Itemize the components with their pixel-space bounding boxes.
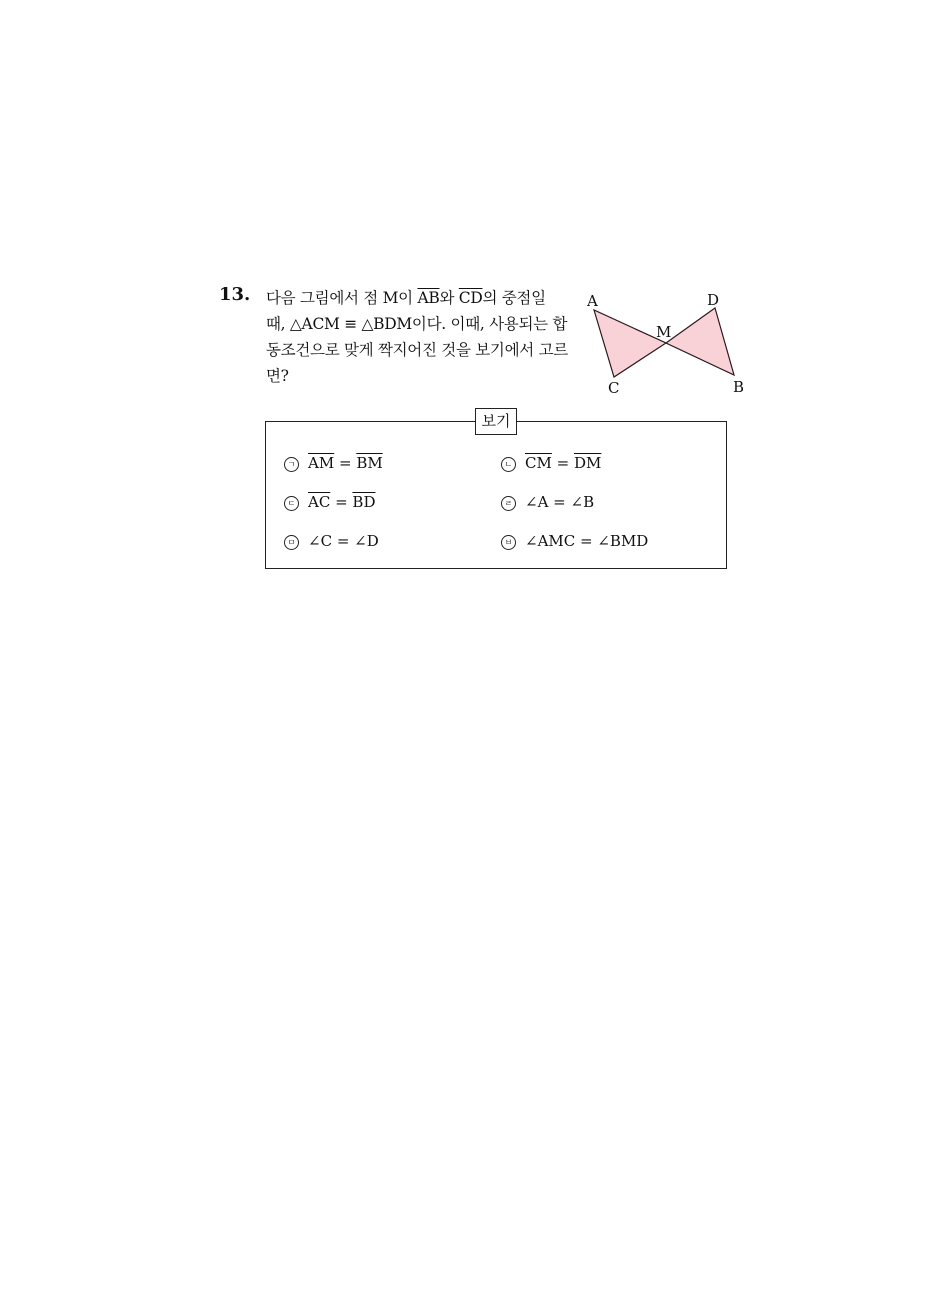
item-marker: ㄷ xyxy=(284,496,299,511)
item-left: $\overline{AM}$ xyxy=(308,454,335,472)
bogi-title: 보기 xyxy=(475,408,517,435)
item-right: ∠D xyxy=(354,532,379,550)
bogi-item xyxy=(284,492,375,512)
label-c: C xyxy=(608,379,620,397)
stem-line-4: 면? xyxy=(266,367,289,385)
item-marker: ㅂ xyxy=(501,535,516,550)
stem-line-3: 동조건으로 맞게 짝지어진 것을 보기에서 고르 xyxy=(266,341,568,359)
bowtie-diagram xyxy=(578,286,758,401)
item-marker: ㄹ xyxy=(501,496,516,511)
bogi-item xyxy=(501,492,594,512)
item-left: $\overline{AC}$ xyxy=(308,493,331,511)
item-left: ∠A xyxy=(525,493,549,511)
label-m: M xyxy=(656,323,672,341)
item-left: $\overline{CM}$ xyxy=(525,454,552,472)
item-right: $\overline{BD}$ xyxy=(352,493,376,511)
bogi-item xyxy=(284,531,379,551)
bogi-item xyxy=(501,531,648,551)
item-right: $\overline{BM}$ xyxy=(356,454,383,472)
question-number: 13. xyxy=(219,284,251,305)
label-b: B xyxy=(733,378,745,396)
bogi-item xyxy=(501,453,601,473)
item-operator: = xyxy=(575,532,598,550)
item-marker: ㅁ xyxy=(284,535,299,550)
triangle-acm xyxy=(594,310,666,377)
label-a: A xyxy=(587,292,598,310)
segment-cd: $\overline{CD}$ xyxy=(458,289,483,307)
item-left: ∠C xyxy=(308,532,333,550)
item-left: ∠AMC xyxy=(525,532,576,550)
item-right: ∠BMD xyxy=(597,532,649,550)
triangle-bdm xyxy=(666,308,734,375)
segment-ab: $\overline{AB}$ xyxy=(417,289,440,307)
stem-line-1 xyxy=(266,285,578,311)
item-operator: = xyxy=(332,532,355,550)
stem-text: 와 xyxy=(439,289,459,307)
item-operator: = xyxy=(330,493,353,511)
triangle-figure xyxy=(578,286,758,401)
item-marker: ㄴ xyxy=(501,457,516,472)
bogi-item xyxy=(284,453,383,473)
label-d: D xyxy=(707,291,720,309)
stem-text: 다음 그림에서 점 M이 xyxy=(266,289,418,307)
item-operator: = xyxy=(551,454,574,472)
stem-line-2: 때, △ACM ≡ △BDM이다. 이때, 사용되는 합 xyxy=(266,315,568,333)
item-operator: = xyxy=(334,454,357,472)
item-right: $\overline{DM}$ xyxy=(573,454,602,472)
item-operator: = xyxy=(548,493,571,511)
item-marker: ㄱ xyxy=(284,457,299,472)
item-right: ∠B xyxy=(570,493,595,511)
question-stem xyxy=(266,285,578,389)
stem-text: 의 중점일 xyxy=(482,289,546,307)
